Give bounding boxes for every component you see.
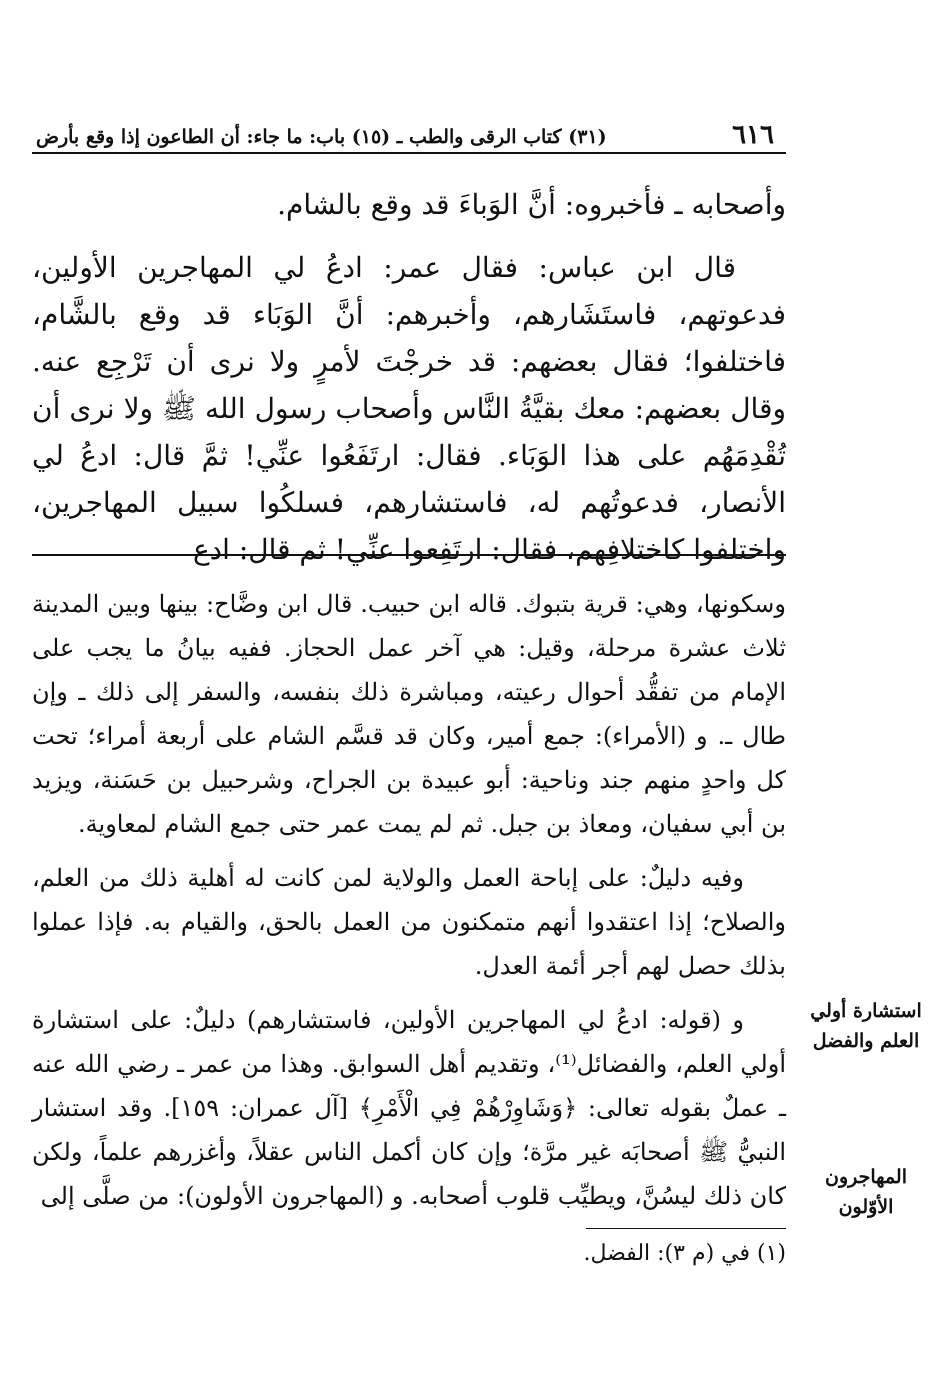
- margin-note: المهاجرون الأوّلون: [825, 1166, 907, 1218]
- commentary-paragraph: وسكونها، وهي: قرية بتبوك. قاله ابن حبيب. قال ابن وضَّاح: بينها وبين المدينة ثلاث عشرة مرحلة، وقيل: هي آخر عمل الحجاز. ففيه بيانُ ما يجب على الإمام من تفقُّد أحوال رعيته، ومباشرة ذلك بنفسه، والسفر إلى ذلك ـ وإن طال ـ. و (الأمراء): جمع أمير، وكان قد قسَّم الشام على أربعة أمراء؛ تحت كل واحدٍ منهم جند وناحية: أبو عبيدة بن الجراح، وشرحبيل بن حَسَنة، ويزيد بن أبي سفيان، ومعاذ بن جبل. ثم لم يمت عمر حتى جمع الشام لمعاوية.: [32, 590, 786, 838]
- section-divider: [32, 554, 786, 556]
- commentary-text: [32, 582, 786, 1218]
- page-header: [32, 112, 786, 154]
- commentary-paragraph: و (قوله: ادعُ لي المهاجرين الأولين، فاستشارهم) دليلٌ: على استشارة أولي العلم، والفضائل⁽¹⁾، وتقديم أهل السوابق. وهذا من عمر ـ رضي الله عنه ـ عملٌ بقوله تعالى: ﴿وَشَاوِرْهُمْ فِي الْأَمْرِ﴾ [آل عمران: ١٥٩]. وقد استشار النبيُّ ﷺ أصحابَه غير مرَّة؛ وإن كان أكمل الناس عقلاً، وأغزرهم علماً، ولكن كان ذلك ليسُنَّ، ويطيِّب قلوب أصحابه. و (المهاجرون الأولون): من صلَّى إلى: [32, 1006, 786, 1210]
- hadith-paragraph: وأصحابه ـ فأخبروه: أنَّ الوَباءَ قد وقع بالشام.: [277, 188, 786, 221]
- page-number: ٦١٦: [732, 120, 774, 150]
- hadith-text: [32, 181, 786, 573]
- footnote-rule: [586, 1228, 786, 1229]
- hadith-paragraph: قال ابن عباس: فقال عمر: ادعُ لي المهاجرين الأولين، فدعوتهم، فاستَشَارهم، وأخبرهم: أنَّ الوَبَاء قد وقع بالشَّام، فاختلفوا؛ فقال بعضهم: قد خرجْتَ لأمرٍ ولا نرى أن تَرْجِع عنه. وقال بعضهم: معك بقيَّةُ النَّاس وأصحاب رسول الله ﷺ ولا نرى أن تُقْدِمَهُم على هذا الوَبَاء. فقال: ارتَفَعُوا عنِّي! ثمَّ قال: ادعُ لي الأنصار، فدعوتُهم له، فاستشارهم، فسلكُوا سبيل المهاجرين، واختلفوا كاختلافِهم، فقال: ارتَفِعوا عنِّي! ثم قال: ادع: [32, 251, 786, 566]
- footnote: (١) في (م ٣): الفضل.: [583, 1241, 786, 1266]
- running-head: (٣١) كتاب الرقى والطب ـ (١٥) باب: ما جاء: أن الطاعون إذا وقع بأرض: [36, 126, 607, 148]
- commentary-paragraph: وفيه دليلٌ: على إباحة العمل والولاية لمن كانت له أهلية ذلك من العلم، والصلاح؛ إذا اعتقدوا أنهم متمكنون من العمل بالحق، والقيام به. فإذا عملوا بذلك حصل لهم أجر أئمة العدل.: [32, 864, 786, 980]
- margin-note: استشارة أولي العلم والفضل: [810, 1000, 922, 1052]
